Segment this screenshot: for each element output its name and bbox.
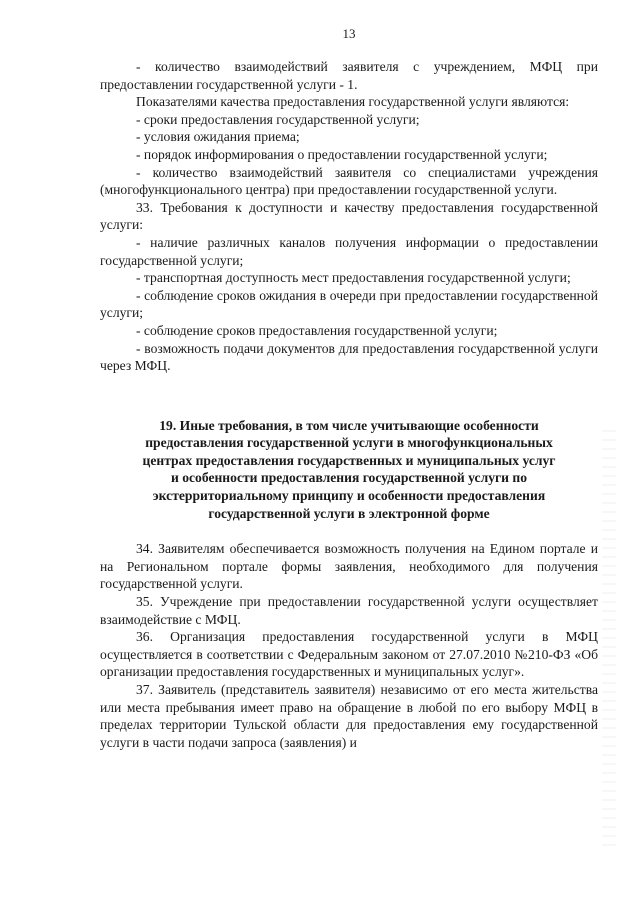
- list-item: - транспортная доступность мест предоставления государственной услуги;: [136, 270, 571, 286]
- heading-line: центрах предоставления государственных и муниципальных услуг: [142, 452, 556, 468]
- list-item: - соблюдение сроков предоставления государственной услуги;: [136, 322, 498, 338]
- list-item: - порядок информирования о предоставлении государственной услуги;: [136, 146, 548, 162]
- list-item: - возможность подачи документов для предоставления государственной услуги через МФЦ.: [100, 340, 598, 374]
- paragraph-34: 34. Заявителям обеспечивается возможность получения на Едином портале и на Региональном портале формы заявления, необходимого для получения государственной услуги.: [100, 541, 598, 592]
- heading-line: предоставления государственной услуги в многофункциональных: [145, 435, 553, 451]
- heading-line: и особенности предоставления государственной услуги по: [170, 470, 528, 486]
- bottom-text-block: [100, 540, 598, 751]
- top-text-block: [100, 58, 598, 375]
- paragraph-33: 33. Требования к доступности и качеству предоставления государственной услуги:: [100, 199, 598, 233]
- heading-line: 19. Иные требования, в том числе учитывающие особенности: [159, 417, 539, 433]
- heading-line: экстерриториальному принципу и особенности предоставления: [152, 488, 546, 504]
- section-heading-19: [100, 417, 598, 523]
- paragraph-quality-indicators: Показателями качества предоставления государственной услуги являются:: [136, 94, 570, 110]
- list-item: - соблюдение сроков ожидания в очереди при предоставлении государственной услуги;: [100, 287, 598, 321]
- list-item: - условия ожидания приема;: [136, 129, 300, 145]
- list-item: - наличие различных каналов получения информации о предоставлении государственной услуги;: [100, 234, 598, 268]
- list-item: - количество взаимодействий заявителя со специалистами учреждения (многофункционального центра) при предоставлении государственной услуги.: [100, 164, 598, 198]
- list-item: - сроки предоставления государственной услуги;: [136, 111, 420, 127]
- paragraph-37: 37. Заявитель (представитель заявителя) независимо от его места жительства или места пребывания имеет право на обращение в любой по его выбору МФЦ в пределах территории Тульской области для предоставления ему государственной услуги в части подачи запроса (заявления) и: [100, 682, 598, 750]
- heading-line: государственной услуги в электронной форме: [208, 505, 490, 521]
- scan-artifact: [602, 430, 616, 850]
- paragraph-36: 36. Организация предоставления государственной услуги в МФЦ осуществляется в соответствии с Федеральным законом от 27.07.2010 №210-ФЗ «Об организации предоставления государственных и муниципальных услуг».: [100, 629, 598, 680]
- page-number: 13: [342, 26, 356, 41]
- paragraph-interactions-count: - количество взаимодействий заявителя с учреждением, МФЦ при предоставлении государственной услуги - 1.: [100, 59, 598, 92]
- paragraph-35: 35. Учреждение при предоставлении государственной услуги осуществляет взаимодействие с МФЦ.: [100, 594, 598, 627]
